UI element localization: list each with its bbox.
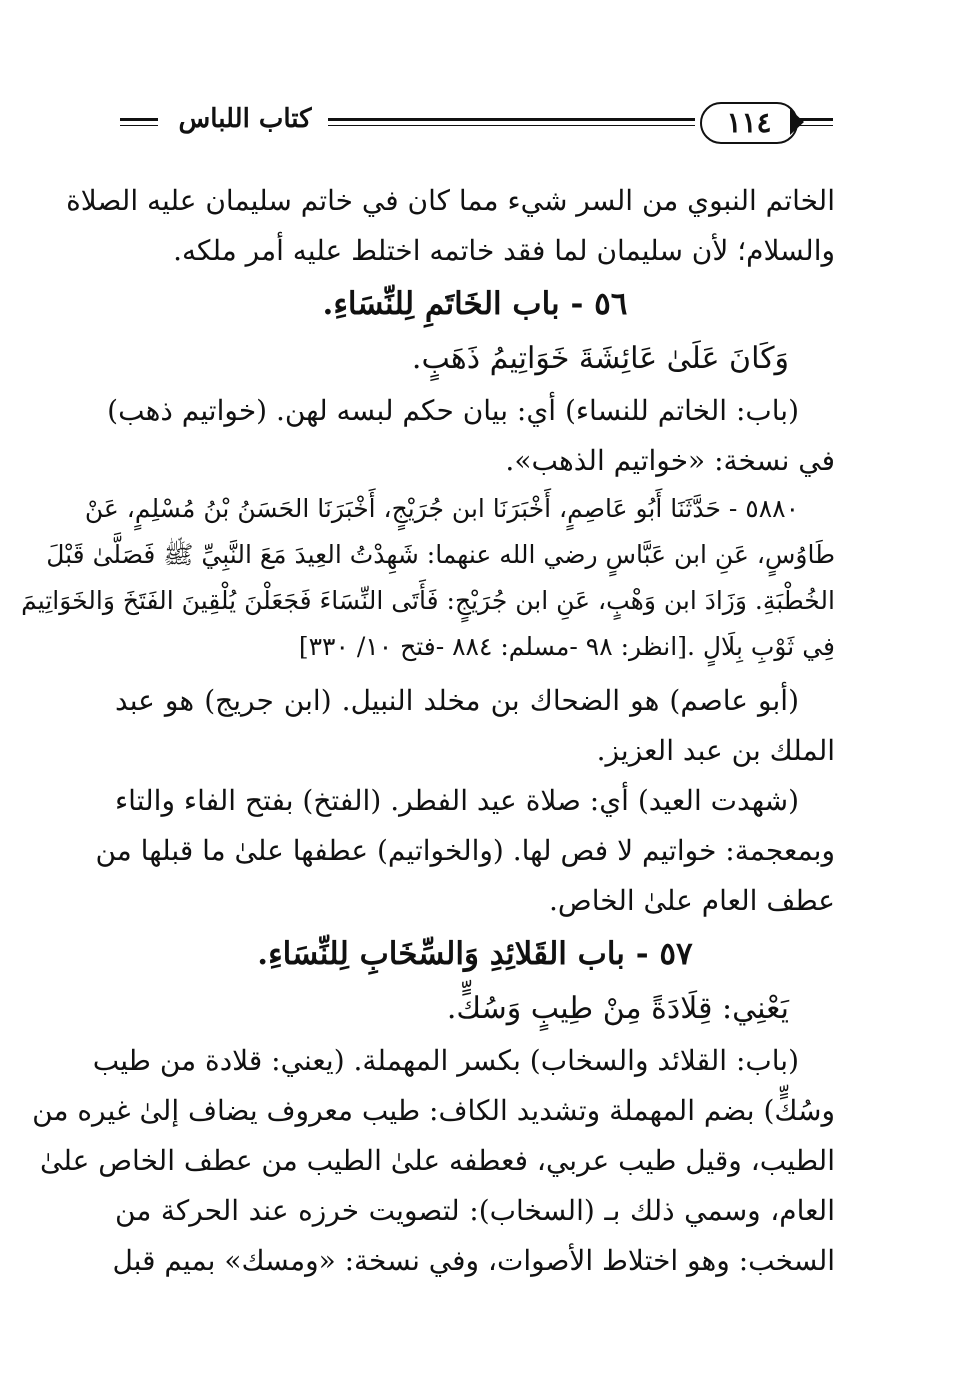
hadith-line: فِي ثَوْبِ بِلَالٍ .[انظر: ٩٨ -مسلم: ٨٨٤ -فتح ١٠/ ٣٣٠] bbox=[298, 632, 835, 661]
text-line: (باب: القلائد والسخاب) بكسر المهملة. (يعني: قلادة من طيب bbox=[92, 1044, 799, 1077]
chapter-subtitle-56: وَكَانَ عَلَىٰ عَائِشَةَ خَوَاتِيمُ ذَهَبٍ. bbox=[411, 341, 789, 376]
page-body bbox=[21, 176, 835, 1286]
text-line: الطيب، وقيل طيب عربي، فعطفه علىٰ الطيب من عطف الخاص علىٰ bbox=[39, 1144, 835, 1177]
text-line: وبمعجمة: خواتيم لا فص لها. (والخواتيم) عطفها علىٰ ما قبلها من bbox=[95, 834, 835, 867]
hadith-line: طَاوُسٍ، عَنِ ابن عَبَّاسٍ رضي الله عنهما: شَهِدْتُ العِيدَ مَعَ النَّبِيِّ ﷺ فَصَلَّىٰ قَبْلَ bbox=[46, 540, 835, 569]
text-line: الملك بن عبد العزيز. bbox=[596, 734, 835, 767]
page-header bbox=[100, 96, 860, 160]
chapter-heading-57: ٥٧ - باب القَلائِدِ وَالسِّخَابِ لِلنِّسَاءِ. bbox=[257, 936, 693, 972]
text-line: (أبو عاصم) هو الضحاك بن مخلد النبيل. (ابن جريج) هو عبد bbox=[115, 684, 799, 717]
chapter-heading-56: ٥٦ - باب الخَاتَمِ لِلنِّسَاءِ. bbox=[322, 286, 628, 322]
paragraph-narrators bbox=[115, 676, 835, 776]
text-line: (باب: الخاتم للنساء) أي: بيان حكم لبسه لهن. (خواتيم ذهب) bbox=[107, 394, 799, 427]
paragraph-explanation bbox=[95, 776, 835, 926]
book-title: كتاب اللباس bbox=[178, 104, 312, 134]
text-line: العام، وسمي ذلك بـ (السخاب): لتصويت خرزه عند الحركة من bbox=[115, 1194, 835, 1227]
text-line: الخاتم النبوي من السر شيء مما كان في خاتم سليمان عليه الصلاة bbox=[66, 184, 835, 217]
text-line: في نسخة: «خواتيم الذهب». bbox=[505, 444, 835, 477]
paragraph-commentary-56 bbox=[107, 386, 835, 486]
header-rule-left bbox=[120, 118, 158, 126]
chapter-subtitle-57: يَعْنِي: قِلَادَةً مِنْ طِيبٍ وَسُكٍّ. bbox=[446, 991, 789, 1026]
header-rule-right bbox=[798, 118, 833, 126]
hadith-line: ٥٨٨٠ - حَدَّثَنَا أَبُو عَاصِمٍ، أَخْبَرَنَا ابن جُرَيْجٍ، أَخْبَرَنَا الحَسَنُ بْنُ مُسْلِمٍ، عَنْ bbox=[84, 494, 799, 523]
header-rule-middle bbox=[328, 118, 695, 126]
hadith-line: الخُطْبَةِ. وَزَادَ ابن وَهْبٍ، عَنِ ابن جُرَيْجٍ: فَأَتَى النِّسَاءَ فَجَعَلْنَ يُلْقِينَ الفَتَخَ وَالخَوَاتِيمَ bbox=[21, 586, 835, 615]
text-line: والسلام؛ لأن سليمان لما فقد خاتمه اختلط عليه أمر ملكه. bbox=[173, 234, 835, 267]
page-number: ١١٤ bbox=[700, 102, 798, 144]
text-line: عطف العام علىٰ الخاص. bbox=[548, 884, 835, 917]
hadith-block bbox=[21, 486, 835, 670]
text-line: (شهدت العيد) أي: صلاة عيد الفطر. (الفتخ) بفتح الفاء والتاء bbox=[115, 784, 799, 817]
paragraph-commentary-57 bbox=[32, 1036, 835, 1286]
paragraph-intro bbox=[66, 176, 835, 276]
text-line: وسُكٍّ) بضم المهملة وتشديد الكاف: طيب معروف يضاف إلىٰ غيره من bbox=[32, 1094, 835, 1127]
text-line: السخب: وهو اختلاط الأصوات، وفي نسخة: «ومسك» بميم قبل bbox=[112, 1244, 835, 1277]
